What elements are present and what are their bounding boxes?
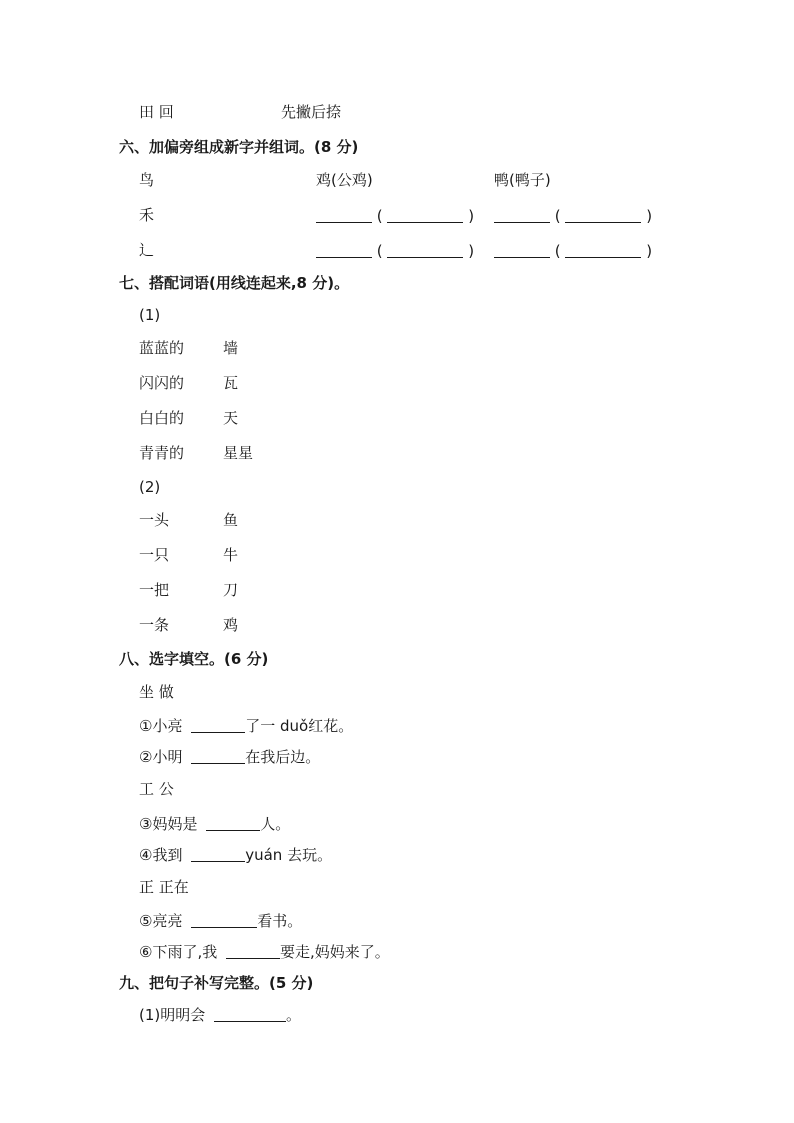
s8-q3-blank[interactable] (206, 816, 260, 831)
s7-g2-right-3[interactable]: 刀 (223, 581, 239, 599)
s8-q1-blank[interactable] (191, 718, 245, 733)
s8-q4-blank[interactable] (191, 847, 245, 862)
s7-group-2-label: (2) (139, 478, 161, 496)
s7-g2-right-2[interactable]: 牛 (223, 546, 239, 564)
s8-question-3: ③妈妈是 人。 (139, 815, 291, 833)
s8-choice-3: 正 正在 (139, 878, 189, 896)
s7-g1-right-1[interactable]: 墙 (223, 339, 239, 357)
section-7-title: 七、搭配词语(用线连起来,8 分)。 (119, 274, 350, 292)
s7-g2-left-3[interactable]: 一把 (139, 581, 170, 599)
s6-base-1: 鸟 (139, 171, 155, 189)
s8-question-1: ①小亮 了一 duǒ红花。 (139, 717, 354, 735)
s6-row2-fill-1[interactable]: ( ) (316, 208, 474, 224)
s7-g2-left-4[interactable]: 一条 (139, 616, 170, 634)
s7-g2-right-4[interactable]: 鸡 (223, 616, 239, 634)
s7-g1-right-3[interactable]: 天 (223, 409, 239, 427)
s8-question-5: ⑤亮亮 看书。 (139, 912, 303, 930)
s8-q2-blank[interactable] (191, 749, 245, 764)
s7-g1-right-2[interactable]: 瓦 (223, 374, 239, 392)
s8-choice-2: 工 公 (139, 780, 174, 798)
s6-row2-fill-2[interactable]: ( ) (494, 208, 652, 224)
s7-g1-left-2[interactable]: 闪闪的 (139, 374, 185, 392)
s7-g2-left-2[interactable]: 一只 (139, 546, 170, 564)
s6-base-3: 辶 (139, 241, 155, 259)
s7-g1-left-4[interactable]: 青青的 (139, 444, 185, 462)
s6-row3-fill-1[interactable]: ( ) (316, 243, 474, 259)
s6-base-2: 禾 (139, 206, 155, 224)
s7-g1-right-4[interactable]: 星星 (223, 444, 254, 462)
s7-g2-right-1[interactable]: 鱼 (223, 511, 239, 529)
prev-rule: 先撇后捺 (281, 103, 342, 121)
s9-q1-blank[interactable] (214, 1007, 286, 1022)
s8-question-6: ⑥下雨了,我 要走,妈妈来了。 (139, 943, 390, 961)
s6-example-1: 鸡(公鸡) (316, 171, 373, 189)
s8-question-2: ②小明 在我后边。 (139, 748, 321, 766)
section-8-title: 八、选字填空。(6 分) (119, 650, 269, 668)
s6-example-2: 鸭(鸭子) (494, 171, 551, 189)
s7-g1-left-3[interactable]: 白白的 (139, 409, 185, 427)
s8-q6-blank[interactable] (226, 944, 280, 959)
s8-choice-1: 坐 做 (139, 683, 174, 701)
s8-q5-blank[interactable] (191, 913, 257, 928)
prev-chars: 田 回 (139, 103, 174, 121)
section-9-title: 九、把句子补写完整。(5 分) (119, 974, 314, 992)
s7-group-1-label: (1) (139, 306, 161, 324)
s8-question-4: ④我到 yuán 去玩。 (139, 846, 333, 864)
s9-question-1: (1)明明会 。 (139, 1006, 302, 1024)
s6-row3-fill-2[interactable]: ( ) (494, 243, 652, 259)
s7-g1-left-1[interactable]: 蓝蓝的 (139, 339, 185, 357)
s7-g2-left-1[interactable]: 一头 (139, 511, 170, 529)
section-6-title: 六、加偏旁组成新字并组词。(8 分) (119, 138, 359, 156)
